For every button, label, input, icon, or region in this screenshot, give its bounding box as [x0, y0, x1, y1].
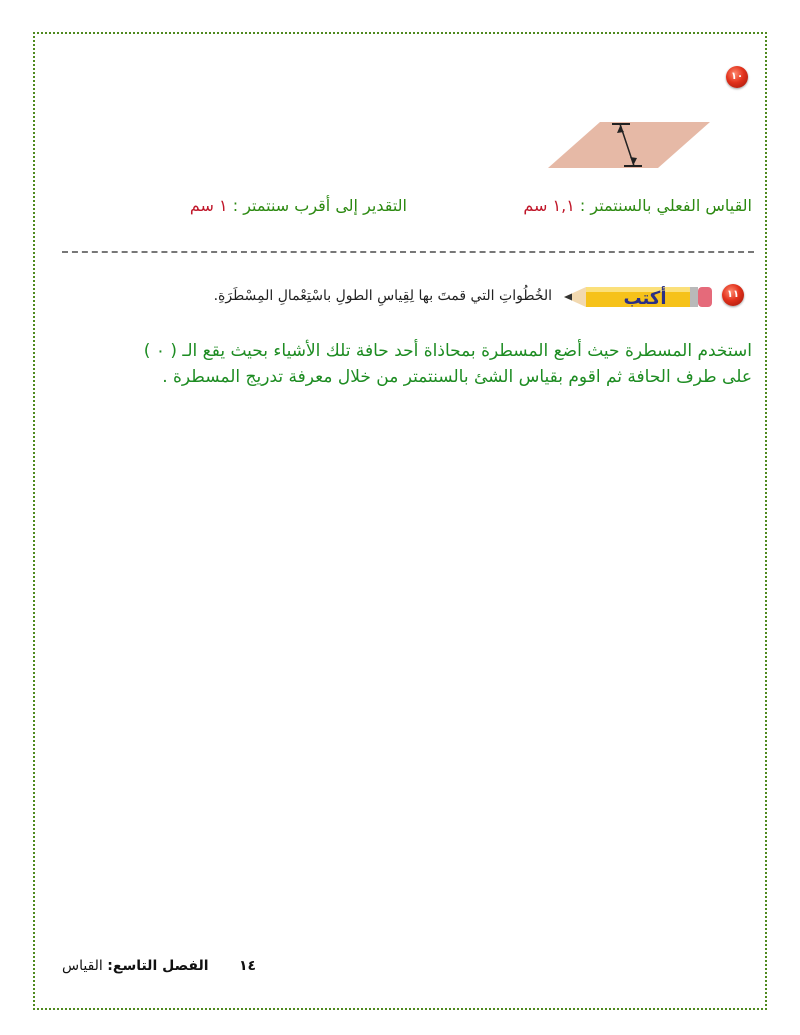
- estimate-label: التقدير إلى أقرب سنتمتر :: [232, 196, 407, 215]
- answer-line-1: استخدم المسطرة حيث أضع المسطرة بمحاذاة أحد حافة تلك الأشياء بحيث يقع الـ ( ٠ ): [143, 341, 752, 361]
- write-prompt-row: [150, 276, 750, 316]
- answer-line-2: على طرف الحافة ثم اقوم بقياس الشئ بالسنتمتر من خلال معرفة تدريج المسطرة .: [162, 367, 752, 387]
- section-divider: [62, 251, 754, 253]
- page-number: ١٤: [239, 958, 257, 974]
- parallelogram-figure: [540, 118, 720, 178]
- chapter-title: القياس: [62, 958, 103, 974]
- student-answer: [60, 338, 752, 390]
- svg-text:أكتب: أكتب: [623, 288, 667, 309]
- chapter-label: الفصل التاسع:: [107, 958, 209, 974]
- exercise-number-badge: ١٠: [726, 66, 748, 88]
- estimate-value: ١ سم: [189, 196, 228, 215]
- exercise-prompt: الخُطُواتِ التي قمتَ بها لِقِياسِ الطولِ باسْتِعْمالِ المِسْطَرَةِ.: [213, 288, 552, 304]
- write-label: [600, 284, 690, 310]
- actual-measurement: [523, 196, 752, 215]
- page-footer: [62, 958, 256, 974]
- exercise-number-badge-11: ١١: [722, 284, 744, 306]
- estimate-measurement: [190, 196, 407, 215]
- actual-measurement-label: القياس الفعلي بالسنتمتر :: [579, 196, 752, 215]
- actual-measurement-value: ١,١ سم: [523, 196, 575, 215]
- page-border: [33, 32, 767, 1010]
